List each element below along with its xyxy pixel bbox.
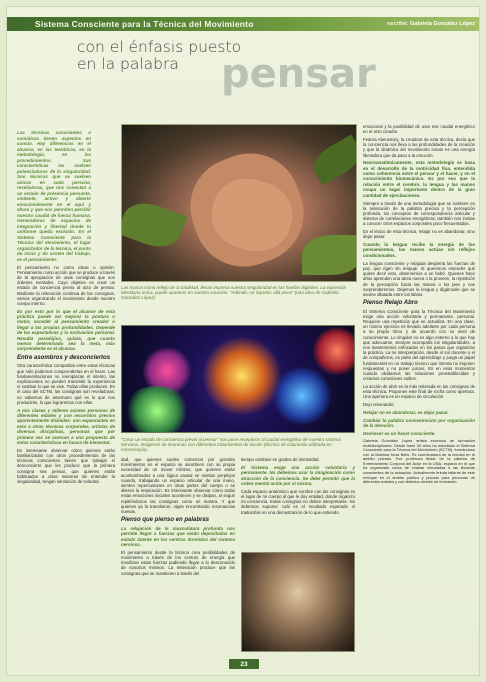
subtitle-line-1: con el énfasis puesto xyxy=(77,38,242,56)
hands-photo xyxy=(121,124,357,282)
header-bar xyxy=(7,17,480,31)
body-paragraph: El Sistema Consciente para la Técnica del Movimiento exige una acción voluntaria y permanente, personal. Requiere una repetición que se actualiza. En una clase, un mismo ejercicio es llevado adelante por cada persona a su propio ritmo y de acuerdo con su nivel de conocimiento. Lo singular no es algo externo a lo que hay que adecuarse, siempre acompaña los singularidades, a nos mantenemos enfocados en los pasos que organizan la práctica. La no interpretación, desde el sol docente y el de compañeros, es parte del aprendizaje y juega un papel fundamental en un trabajo técnico que intenta no imponer respuestas y no poner juicios. Es en esos momentos cuando olvidamos las relaciones preestablecidas y creamos conexiones sutiles. xyxy=(363,308,475,382)
body-paragraph: tiempo cambien en grados de intensidad. xyxy=(241,457,320,462)
body-paragraph: Siempre a través de una metodología que se sostiene en la reiteración de la palabra precisa y la percepción profunda, los conceptos de correspondencia articular y sistema de correlaciones energéticas, también nos invitan a conocer otros espacios corporales poco frecuentados. xyxy=(363,200,475,227)
body-paragraph: dad, que quienes suelen comenzar por grandes movimientos en el espacio se asombren con su propia necesidad de un mover mínimo; que quienes están acostumbrados a una lógica causal se sientan perplejos cuando, trabajando un espacio articular de una mano, sienten repercusiones en otras partes del cuerpo o se alteren la respiración. Es interesante observar cómo todas estas emociones iniciales acontecen y se disipan, al seguir repitiéndonos las consignas como un mantra. Y que quienes ya la transitaron, sigan encontrando resonancias nuevas. xyxy=(121,457,235,515)
section-heading: Entre asombros y desconciertos xyxy=(17,354,111,361)
body-paragraph: Fedora Aberastury, la creadora de esta técnica, decía que la conciencia nos lleva a las profundidades de la creación y que la dinámica del movimiento innato es una energía liberadora que da paso a la emoción. xyxy=(363,136,475,158)
article-title: Sistema Consciente para la Técnica del Movimiento xyxy=(35,19,254,29)
portrait-photo xyxy=(241,552,355,652)
body-paragraph: Dejo resonando: xyxy=(363,402,395,408)
quote-line: Deshacer es un hacer consciente. xyxy=(363,431,436,436)
pull-quote: El Sistema exige una acción voluntaria y permanente. No debemos usar la imaginación como atracción de la conciencia. Se debe permitir que la orden mental actúe por sí misma. xyxy=(241,464,355,486)
body-paragraph: Es interesante observar cómo quienes están familiarizados con otros procedimientos de las técnicas conscientes tienen que trabajar el desconcierto que les produce que la primera consigna sea pensar, que quienes están habituados a otras maneras de entender la singularidad, tengan sensación de soledad. xyxy=(17,447,115,485)
body-paragraph: En el léxico de esta técnica, relajar no es abandonar, sino dejar pasar. xyxy=(363,229,475,240)
pull-quote: La relajación de la musculatura profunda nos permite llegar a fuerzas que están depositadas en estado latente en los centros dormidos del sistema nervioso. xyxy=(121,525,235,547)
body-paragraph: Otra característica compartida entre estas técnicas que sólo podemos comprenderlas en el hacer. Las fundamentaciones no reemplazan el intento, las explicaciones no pueden transmitir la experiencia ni sustituir lo que se vive. Todas ellas producen. En el caso del SCTM, las consignas son reveladoras: no sabemos de antemano qué es lo que nos producirán, lo que lograremos con ellas. xyxy=(17,363,115,405)
body-paragraph: La acción de abrir es la más reiterada en las consignas de esta técnica. Proponen este final de rocha como apertura. Una apertura es un espacio de circulación. xyxy=(363,383,475,400)
author-bio: Gabriela González López artista escénica de formación multidisciplinaria. Desde hace 30 años ha estudiado el Sistema Consciente para la Técnica del Movimiento (SCTM), formándose con la Maestra Nora Bello. Es coordinadora de la técnica en el ámbito privado. Fue profesora titular de la cátedra de Entrenamiento Corporal del Actor en la UNA, espacio en el que ha organizado ciclos de charlas vinculadas a las técnicas conscientes de la actuación. Actualmente brinda talleres de este enfoque en el ámbito público y privado para personas de diferentes edades y con distintos niveles de formación. xyxy=(363,437,475,485)
photo-caption: "Crear un estado de conciencia previo al pensar" nos pone receptivos al caudal energético de nuestro sistema nervioso. Imágenes de neuronas con diferentes tratamientos de tinción (técnica de coloración utilizada en microscopía). xyxy=(121,437,341,453)
pull-quote: A mis clases y talleres asisten personas de diferentes edades y con recorridos previos aparentemente disímiles: son espectantes en esto a otras técnicas corporales, artistas de diversas disciplinas, personas que por primera vez se acercan a una propuesta de estas características en busca de bienestar. xyxy=(17,407,115,445)
body-paragraph: La lengua consciente y relajada despierta las fuerzas de paz, que rigen sin empuje. Si queremos entender qué quiere decir esto, observemos a un bebé. Quienes hace años aprenden una tarea nueva o la proveen, la repetición de la percepción hacia las manos o los pies y nos sorprenderemos. Dejemos la lengua y digámosle que se asome dilatada entre los labios. xyxy=(363,260,475,297)
subtitle-big-word: pensar xyxy=(221,51,376,97)
body-paragraph: El pensamiento desde la técnica crea posibilidades de movimiento a través de los centros de energía que movilizan estas fuerzas pudiendo llegar a lo desconocido de nosotros mismos. La reiteración produce que las consignas que se mantienen a través del xyxy=(121,549,235,576)
photo-caption: Las manos como reflejo de la totalidad, llevan impresa nuestra singularidad en las huellas digitales. La expresión identitaria única, puede aparecer en nuestra creación. "Adónde, no importa: allá pisos" (una obra de Gabriela González López) xyxy=(121,285,347,301)
subtitle-line-2: en la palabra xyxy=(77,55,179,73)
body-paragraph: Cada espacio anatómico que nombre con las consignas es el lugar de mi cuerpo al que le doy entidad, donde organizo mi conciencia. Estas consignas no deben interpretarse. No debemos suponer cuál es el resultado esperado ni traducirlas en una demostración de lo que entiendo. xyxy=(241,488,355,515)
page-number: 23 xyxy=(229,659,259,669)
quote-line: Relajar no es abandonar, es dejar pasar. xyxy=(363,409,449,415)
pull-quote: Neuroanatómicamente, esta metodología se basa en el desarrollo de la motricidad fina, entendida como coherencia entre el pensar y el hacer, y en el conocimiento biomecánico. Es por eso que la relación entre el cerebro, la lengua y las manos ocupa un lugar importante dentro de la gran cantidad de ejercitaciones. xyxy=(363,160,475,198)
intro-paragraph: Las técnicas conscientes o somáticas tienen aspectos en común. Hay diferencias en el alcance, en las temáticas, en la metodología, en los procedimientos. Sus características las vuelven potenciadoras de la singularidad. Son técnicas que se vuelven únicas en cada persona, reveladoras, que nos conectan a un estado de presencia pensante, sintiente, activo y abierto emocionalmente en el aquí y ahora y que nos permiten percibir nuestro caudal de fuerza humana. Generadoras de espacios de integración y libertad donde lo uniforme queda excluido. En el Sistema Consciente para la Técnica del Movimiento, el lugar organizador de la técnica, el punto de inicio y de sostén del trabajo, es el pensamiento. xyxy=(17,130,92,262)
column-1 xyxy=(17,130,115,487)
body-paragraph: emocional y la posibilidad de usar ese caudal energético en el acto creador. xyxy=(363,124,475,135)
magazine-page xyxy=(6,6,480,676)
section-heading: Pienso que pienso en palabras xyxy=(121,517,210,524)
column-3 xyxy=(363,124,475,664)
author-line xyxy=(387,21,475,27)
body-paragraph: El pensamiento no como ideas u opinión. Pensamiento como acción que se produce a través de la apropiación de unas consignas que son órdenes mentales. Cuyo objetivo es crear un estado de conciencia previo al acto de pensar. Mediante la reiteración continua de las consignas, vamos organizando el movimiento desde nuestro cuerpo interno. xyxy=(17,264,115,306)
pull-quote: Es por esto por lo que el alcance de esta práctica puede ser mejorar la postura o motor, acceder al pensamiento creador o llegar a las propias profundidades. Depende de las expectativas y la motivación personal. Resulta paradójico, quizás, que cuanto menos determinado sea la meta, más sorprendente es el alcance. xyxy=(17,308,115,352)
column-2 xyxy=(121,457,235,578)
section-heading: Pienso Relajo Abro xyxy=(363,300,418,307)
column-2b xyxy=(241,457,355,549)
pull-quote: Cuando la lengua recibe la energía de los pensamientos, las manos actúan sin reflejos condicionados. xyxy=(363,241,475,258)
quote-line: Cambiar la palabra concentración por organización de la atención. xyxy=(363,417,475,429)
author-prefix: escribe: xyxy=(387,21,409,27)
neurons-photo xyxy=(121,325,355,433)
author-name: Gabriela González López xyxy=(409,21,475,27)
